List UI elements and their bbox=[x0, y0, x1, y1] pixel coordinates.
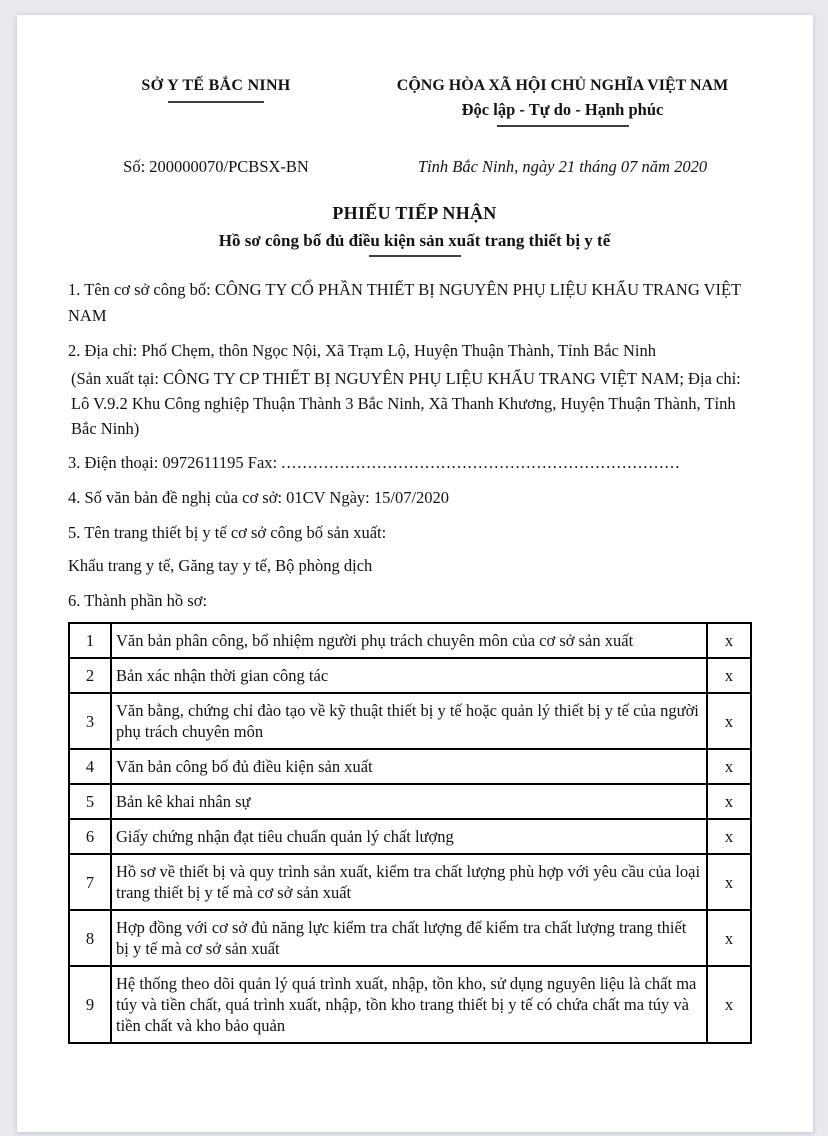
row-number: 7 bbox=[69, 854, 111, 910]
table-row bbox=[69, 966, 751, 1043]
document-number: Số: 200000070/PCBSX-BN bbox=[123, 157, 309, 176]
place-date-line: Tỉnh Bắc Ninh, ngày 21 tháng 07 năm 2020 bbox=[417, 157, 708, 176]
row-check-mark: x bbox=[707, 749, 751, 784]
row-description: Giấy chứng nhận đạt tiêu chuẩn quản lý chất lượng bbox=[111, 819, 707, 854]
document-page bbox=[17, 15, 813, 1132]
row-check-mark: x bbox=[707, 693, 751, 749]
field-address: 2. Địa chỉ: Phố Chẹm, thôn Ngọc Nội, Xã Trạm Lộ, Huyện Thuận Thành, Tỉnh Bắc Ninh bbox=[68, 341, 656, 360]
table-row bbox=[69, 819, 751, 854]
fax-dotted-line: ........................................................................... bbox=[281, 453, 681, 472]
row-description: Bản xác nhận thời gian công tác bbox=[111, 658, 707, 693]
table-row bbox=[69, 784, 751, 819]
national-title: CỘNG HÒA XÃ HỘI CHỦ NGHĨA VIỆT NAM bbox=[396, 77, 729, 94]
row-description: Văn bản phân công, bổ nhiệm người phụ trách chuyên môn của cơ sở sản xuất bbox=[111, 623, 707, 658]
row-check-mark: x bbox=[707, 784, 751, 819]
field-facility-name: 1. Tên cơ sở công bố: CÔNG TY CỔ PHẦN THIẾT BỊ NGUYÊN PHỤ LIỆU KHẨU TRANG VIỆT NAM bbox=[68, 280, 741, 325]
row-description: Hệ thống theo dõi quản lý quá trình xuất, nhập, tồn kho, sử dụng nguyên liệu là chất ma túy và tiền chất, quá trình xuất, nhập, tồn kho trang thiết bị y tế có chứa chất ma túy và tiền chất và kho bảo quản bbox=[111, 966, 707, 1043]
motto-underline bbox=[497, 125, 629, 127]
national-motto: Độc lập - Tự do - Hạnh phúc bbox=[461, 100, 664, 119]
table-row bbox=[69, 910, 751, 966]
table-row bbox=[69, 854, 751, 910]
issuing-org-block bbox=[68, 65, 364, 127]
document-content bbox=[17, 15, 813, 1044]
form-fields bbox=[68, 277, 761, 614]
field-dossier-components-label: 6. Thành phần hồ sơ: bbox=[68, 591, 208, 610]
table-row bbox=[69, 623, 751, 658]
row-number: 9 bbox=[69, 966, 111, 1043]
row-description: Văn bằng, chứng chỉ đào tạo về kỹ thuật thiết bị y tế hoặc quản lý thiết bị y tế của người phụ trách chuyên môn bbox=[111, 693, 707, 749]
field-phone-fax bbox=[68, 450, 761, 476]
row-check-mark: x bbox=[707, 910, 751, 966]
national-motto-block bbox=[364, 65, 761, 127]
field-production-site-note: (Sản xuất tại: CÔNG TY CP THIẾT BỊ NGUYÊN PHỤ LIỆU KHẨU TRANG VIỆT NAM; Địa chỉ: Lô V.9.2 Khu Công nghiệp Thuận Thành 3 Bắc Ninh, Xã Thanh Khương, Huyện Thuận Thành, Tỉnh Bắc Ninh) bbox=[71, 369, 741, 438]
row-check-mark: x bbox=[707, 658, 751, 693]
row-description: Văn bản công bố đủ điều kiện sản xuất bbox=[111, 749, 707, 784]
issuing-org-name: SỞ Y TẾ BẮC NINH bbox=[141, 77, 291, 94]
row-check-mark: x bbox=[707, 819, 751, 854]
document-header bbox=[68, 65, 761, 127]
dossier-components-table bbox=[68, 622, 752, 1044]
org-underline bbox=[168, 101, 264, 103]
row-check-mark: x bbox=[707, 623, 751, 658]
row-check-mark: x bbox=[707, 966, 751, 1043]
row-description: Bản kê khai nhân sự bbox=[111, 784, 707, 819]
dossier-table-body bbox=[69, 623, 751, 1043]
row-description: Hồ sơ về thiết bị và quy trình sản xuất, kiểm tra chất lượng phù hợp với yêu cầu của loại trang thiết bị y tế mà cơ sở sản xuất bbox=[111, 854, 707, 910]
table-row bbox=[69, 658, 751, 693]
row-description: Hợp đồng với cơ sở đủ năng lực kiểm tra chất lượng để kiểm tra chất lượng trang thiết bị y tế mà cơ sở sản xuất bbox=[111, 910, 707, 966]
table-row bbox=[69, 749, 751, 784]
reference-row bbox=[68, 157, 761, 177]
row-number: 1 bbox=[69, 623, 111, 658]
row-number: 4 bbox=[69, 749, 111, 784]
page-subtitle: Hồ sơ công bố đủ điều kiện sản xuất trang thiết bị y tế bbox=[218, 231, 611, 250]
page-title: PHIẾU TIẾP NHẬN bbox=[332, 203, 497, 223]
field-request-document: 4. Số văn bản đề nghị của cơ sở: 01CV Ngày: 15/07/2020 bbox=[68, 488, 450, 507]
row-number: 6 bbox=[69, 819, 111, 854]
phone-fax-label: 3. Điện thoại: 0972611195 Fax: bbox=[68, 453, 278, 472]
subtitle-underline bbox=[369, 255, 461, 257]
row-number: 2 bbox=[69, 658, 111, 693]
row-number: 8 bbox=[69, 910, 111, 966]
row-number: 5 bbox=[69, 784, 111, 819]
field-device-names-label: 5. Tên trang thiết bị y tế cơ sở công bố sản xuất: bbox=[68, 523, 387, 542]
row-check-mark: x bbox=[707, 854, 751, 910]
field-device-names-value: Khẩu trang y tế, Găng tay y tế, Bộ phòng dịch bbox=[68, 556, 373, 575]
row-number: 3 bbox=[69, 693, 111, 749]
table-row bbox=[69, 693, 751, 749]
